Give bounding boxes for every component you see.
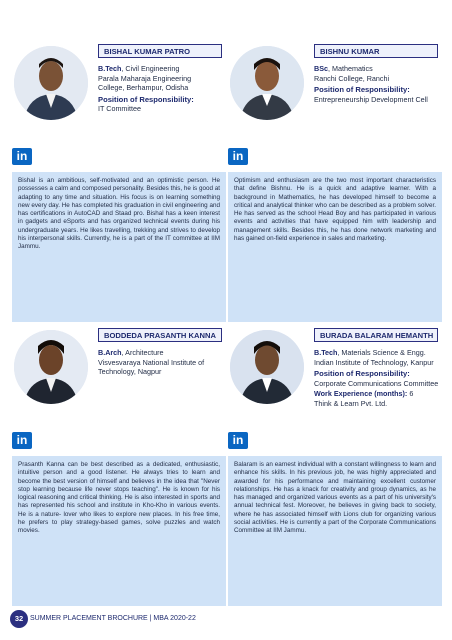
profile-photo [14,330,88,404]
experience-value: 6 [407,389,414,399]
position-value: Corporate Communications Committee [314,378,439,388]
college-line-1: Ranchi College, Ranchi [314,73,390,83]
degree: B.Arch [98,348,122,357]
student-bio: Balaram is an earnest individual with a constant willingness to learn and enhance his skills. In his previous job, he was highly appreciated and awarded for his performance and maintaining excellent customer relationships. He has a knack for creativity and group dynamics, as he has managed and organized various events as a part of his university's annual technical fest. Moreover, he believes in giving back to society, where he has associated himself with Lions club for organizing various social activities. He is currently a part of the Corporate Communications Committee at IIM Jammu. [228,456,442,606]
linkedin-icon[interactable]: in [12,432,32,449]
stream: , Materials Science & Engg. [337,348,426,357]
footer-text: SUMMER PLACEMENT BROCHURE | MBA 2020-22 [30,615,196,622]
college-line-1: Indian Institute of Technology, Kanpur [314,357,434,367]
linkedin-icon[interactable]: in [228,148,248,165]
student-name: BISHAL KUMAR PATRO [98,44,222,58]
position-value: Entrepreneurship Development Cell [314,94,428,104]
profile-photo [14,46,88,120]
position-label: Position of Responsibility: [314,369,410,379]
student-bio: Bishal is an ambitious, self-motivated and an optimistic person. He possesses a calm and composed personality. Besides this, he is good at adapting to any time and situation. His focus is on learning something new every day. He has completed his graduation in civil engineering and has certifications in AutoCAD and Staad pro. Bishal has a keen interest in gadgets and eSports and has organized technical events during his undergraduate years. He likes travelling, trekking and strives to develop his interpersonal skills. Currently, he is a part of the IT committee at IIM Jammu. [12,172,226,322]
linkedin-icon[interactable]: in [228,432,248,449]
student-info [98,64,226,114]
student-bio: Prasanth Kanna can be best described as a dedicated, enthusiastic, intuitive person and a good listener. He always tries to learn and become the best version of himself and believes in the idea that "Never stop learning because life never stops teaching". He is known for his logical reasoning and critical thinking. He is also interested in sports and has represented his school and institute in Kho-Kho in various events. He is a nature- lover who likes to explore new places. In his free time, he prefers to play strategy-based games, solve puzzles and watch movies. [12,456,226,606]
position-label: Position of Responsibility: [314,85,410,95]
profile-photo [230,330,304,404]
experience-label: Work Experience (months): [314,389,408,399]
stream: , Architecture [121,348,164,357]
experience-company: Think & Learn Pvt. Ltd. [314,398,388,408]
page-number: 32 [10,610,28,628]
college-line-2: College, Berhampur, Odisha [98,83,189,93]
student-name: BODDEDA PRASANTH KANNA [98,328,222,342]
college-line-2: Technology, Nagpur [98,367,162,377]
profile-photo [230,46,304,120]
page-footer [14,610,230,628]
position-value: IT Committee [98,104,142,114]
student-bio: Optimism and enthusiasm are the two most important characteristics that define Bishnu. He is a quick and adaptive learner. With a background in Mathematics, he has developed himself to become a critical and analytical thinker who can be described as a problem solver. He has served as the school Head Boy and has participated in various events and activities that have equipped him with leadership and management skills. Besides this, he has done network marketing and has gained on-field experience in sales and marketing. [228,172,442,322]
stream: , Civil Engineering [121,64,180,73]
student-name: BISHNU KUMAR [314,44,438,58]
student-info [314,348,442,409]
degree: B.Tech [98,64,122,73]
student-name: BURADA BALARAM HEMANTH [314,328,438,342]
linkedin-icon[interactable]: in [12,148,32,165]
stream: , Mathematics [327,64,373,73]
degree: B.Tech [314,348,338,357]
college-line-1: Visvesvaraya National Institute of [98,357,205,367]
student-info [314,64,442,104]
position-label: Position of Responsibility: [98,94,194,104]
degree: BSc [314,64,328,73]
college-line-1: Parala Maharaja Engineering [98,73,192,83]
student-info [98,348,226,377]
